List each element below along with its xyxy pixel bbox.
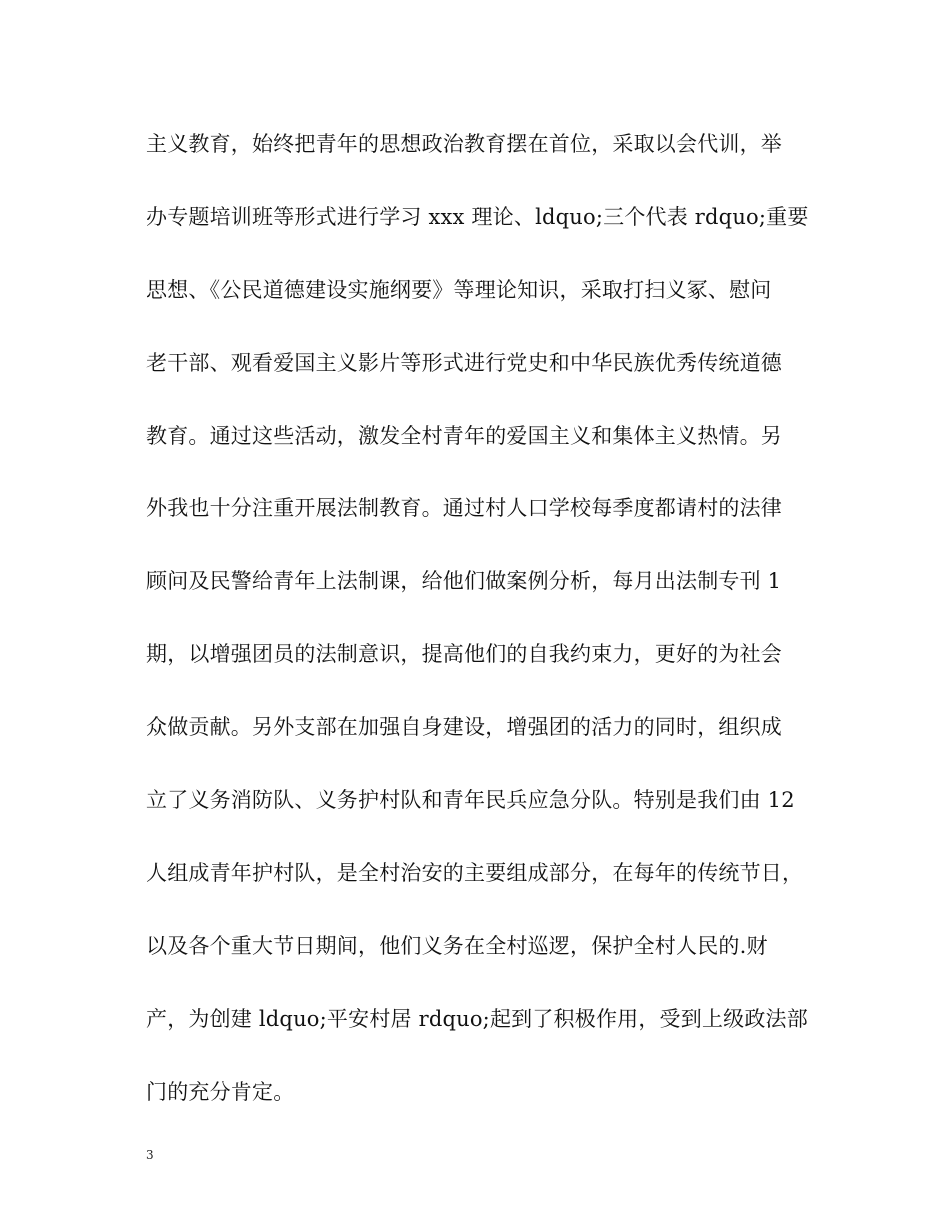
text-line: 主义教育，始终把青年的思想政治教育摆在首位，采取以会代训，举 (146, 132, 782, 156)
text-line: 产，为创建 ldquo;平安村居 rdquo;起到了积极作用，受到上级政法部 (146, 1006, 808, 1031)
page-number: 3 (146, 1148, 154, 1162)
text-line: 以及各个重大节日期间，他们义务在全村巡逻，保护全村人民的.财 (146, 933, 768, 958)
text-line: 思想、《公民道德建设实施纲要》等理论知识，采取打扫义冢、慰问 (146, 277, 772, 302)
text-line: 立了义务消防队、义务护村队和青年民兵应急分队。特别是我们由 12 (146, 788, 795, 813)
text-line: 老干部、观看爱国主义影片等形式进行党史和中华民族优秀传统道德 (146, 350, 782, 375)
text-line: 教育。通过这些活动，激发全村青年的爱国主义和集体主义热情。另 (146, 423, 782, 448)
text-line: 外我也十分注重开展法制教育。通过村人口学校每季度都请村的法律 (146, 496, 782, 521)
text-line: 众做贡献。另外支部在加强自身建设，增强团的活力的同时，组织成 (146, 715, 782, 740)
text-line: 办专题培训班等形式进行学习 xxx 理论、ldquo;三个代表 rdquo;重要 (146, 204, 809, 229)
text-line: 顾问及民警给青年上法制课，给他们做案例分析，每月出法制专刊 1 (146, 569, 782, 594)
text-line: 门的充分肯定。 (146, 1079, 295, 1104)
text-line: 人组成青年护村队，是全村治安的主要组成部分，在每年的传统节日， (146, 860, 804, 885)
body-paragraph (146, 122, 816, 1142)
text-line: 期，以增强团员的法制意识，提高他们的自我约束力，更好的为社会 (146, 642, 782, 667)
